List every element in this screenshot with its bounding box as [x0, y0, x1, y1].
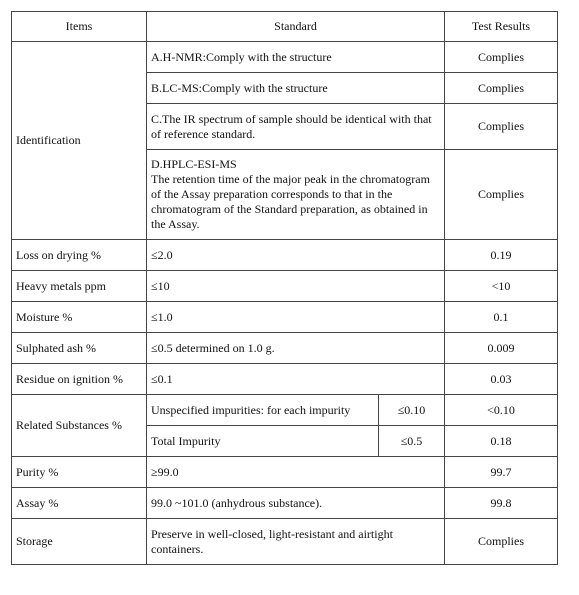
moisture-result: 0.1: [445, 302, 558, 333]
purity-result: 99.7: [445, 457, 558, 488]
header-row: [12, 12, 558, 42]
total-impurity-name: Total Impurity: [147, 426, 379, 457]
identification-label: Identification: [12, 42, 147, 240]
loss-on-drying-label: Loss on drying %: [12, 240, 147, 271]
identification-d-result: Complies: [445, 150, 558, 240]
residue-on-ignition-label: Residue on ignition %: [12, 364, 147, 395]
assay-standard: 99.0 ~101.0 (anhydrous substance).: [147, 488, 445, 519]
related-substances-label: Related Substances %: [12, 395, 147, 457]
sulphated-ash-row: [12, 333, 558, 364]
purity-standard: ≥99.0: [147, 457, 445, 488]
residue-on-ignition-result: 0.03: [445, 364, 558, 395]
identification-b-result: Complies: [445, 73, 558, 104]
identification-d-standard: [147, 150, 445, 240]
sulphated-ash-standard: ≤0.5 determined on 1.0 g.: [147, 333, 445, 364]
heavy-metals-standard: ≤10: [147, 271, 445, 302]
spec-table-wrapper: [11, 11, 558, 565]
header-items: Items: [12, 12, 147, 42]
loss-on-drying-row: [12, 240, 558, 271]
moisture-standard: ≤1.0: [147, 302, 445, 333]
assay-row: [12, 488, 558, 519]
identification-d-title: D.HPLC-ESI-MS: [151, 157, 237, 171]
residue-on-ignition-standard: ≤0.1: [147, 364, 445, 395]
specification-table: [11, 11, 558, 565]
loss-on-drying-standard: ≤2.0: [147, 240, 445, 271]
sulphated-ash-result: 0.009: [445, 333, 558, 364]
identification-b-standard: B.LC-MS:Comply with the structure: [147, 73, 445, 104]
assay-label: Assay %: [12, 488, 147, 519]
loss-on-drying-result: 0.19: [445, 240, 558, 271]
total-impurity-limit: ≤0.5: [379, 426, 445, 457]
storage-row: [12, 519, 558, 565]
identification-a-result: Complies: [445, 42, 558, 73]
unspecified-impurities-name: Unspecified impurities: for each impurity: [147, 395, 379, 426]
unspecified-impurities-limit: ≤0.10: [379, 395, 445, 426]
moisture-label: Moisture %: [12, 302, 147, 333]
heavy-metals-result: <10: [445, 271, 558, 302]
storage-label: Storage: [12, 519, 147, 565]
header-test-results: Test Results: [445, 12, 558, 42]
purity-row: [12, 457, 558, 488]
related-substances-row-1: [12, 395, 558, 426]
moisture-row: [12, 302, 558, 333]
heavy-metals-label: Heavy metals ppm: [12, 271, 147, 302]
assay-result: 99.8: [445, 488, 558, 519]
header-standard: Standard: [147, 12, 445, 42]
identification-row-a: [12, 42, 558, 73]
total-impurity-result: 0.18: [445, 426, 558, 457]
identification-d-text: The retention time of the major peak in the chromatogram of the Assay preparation corresponds to that in the chromatogram of the Standard preparation, as obtained in the Assay.: [151, 172, 430, 231]
identification-c-result: Complies: [445, 104, 558, 150]
residue-on-ignition-row: [12, 364, 558, 395]
storage-result: Complies: [445, 519, 558, 565]
storage-standard: Preserve in well-closed, light-resistant and airtight containers.: [147, 519, 445, 565]
unspecified-impurities-result: <0.10: [445, 395, 558, 426]
sulphated-ash-label: Sulphated ash %: [12, 333, 147, 364]
identification-c-standard: C.The IR spectrum of sample should be identical with that of reference standard.: [147, 104, 445, 150]
heavy-metals-row: [12, 271, 558, 302]
identification-a-standard: A.H-NMR:Comply with the structure: [147, 42, 445, 73]
purity-label: Purity %: [12, 457, 147, 488]
